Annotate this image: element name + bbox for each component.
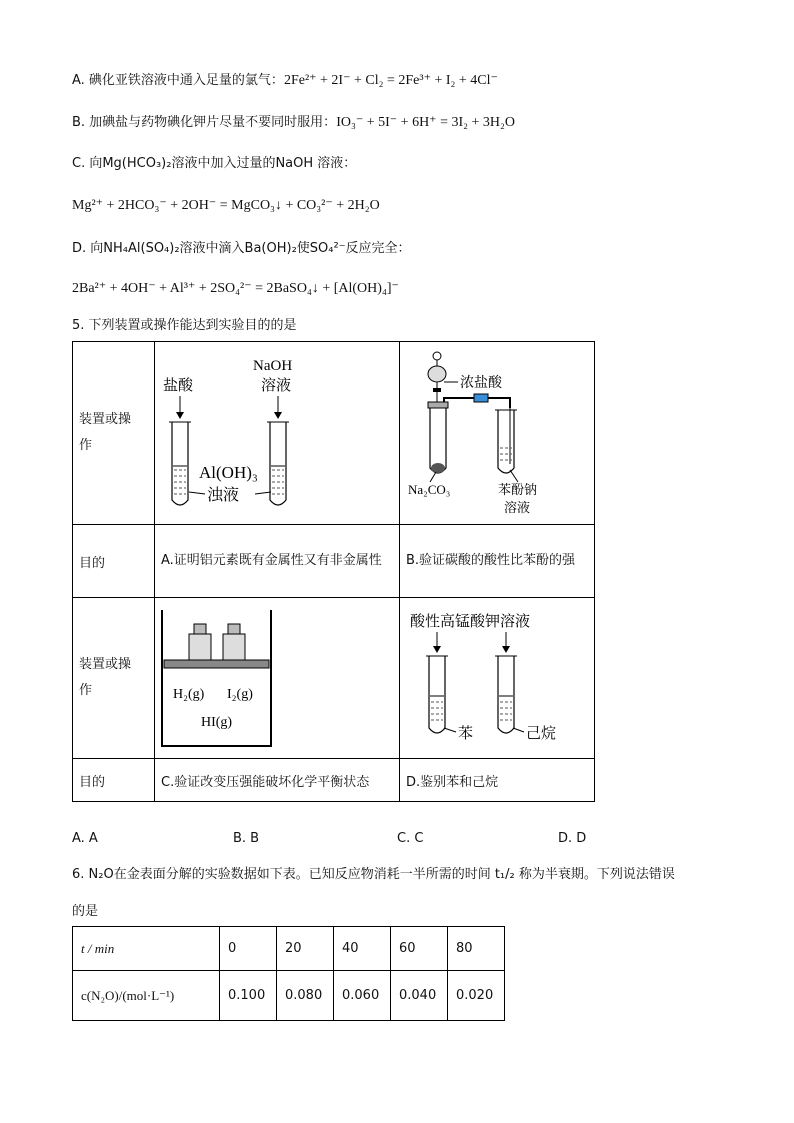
device-label: 装置或操作: [79, 657, 132, 698]
b-purpose-text: B.验证碳酸的酸性比苯酚的强: [406, 553, 576, 568]
q5-fig-a: [155, 342, 400, 525]
q6-table: [72, 926, 505, 1021]
q6-conc-3: 0.040: [391, 971, 448, 1021]
q6-time-2: 40: [334, 927, 391, 971]
q6-time-label: t / min: [73, 927, 220, 971]
funnel-bulb: [428, 366, 446, 382]
q6-time-3: 60: [391, 927, 448, 971]
q6-stem-line-2: 的是: [72, 904, 99, 919]
piston: [164, 660, 269, 668]
hexane-tube: [498, 656, 514, 733]
kmno4-label: 酸性高锰酸钾溶液: [410, 612, 531, 630]
connector: [474, 394, 488, 402]
arrow-icon: [433, 646, 441, 653]
q6-time-4: 80: [448, 927, 505, 971]
benzene-label: 苯: [458, 724, 474, 742]
i2-label: I₂(g): [227, 687, 253, 702]
turbid-label: 浊液: [207, 485, 240, 504]
q6-conc-4: 0.020: [448, 971, 505, 1021]
q5-option-a: A. A: [72, 831, 98, 846]
h2-label: H₂(g): [173, 687, 205, 702]
q5-title: 5. 下列装置或操作能达到实验目的的是: [72, 318, 297, 333]
q4-c-equation: Mg²⁺ + 2HCO₃⁻ + 2OH⁻ = MgCO₃↓ + CO₃²⁻ + 2H₂O: [72, 198, 380, 213]
a-purpose-text: A.证明铝元素既有金属性又有非金属性: [161, 553, 382, 568]
q5-row-label-device-2: [73, 598, 155, 759]
arrow-icon: [274, 412, 282, 419]
device-label: 装置或操作: [79, 412, 132, 453]
q5-b-purpose: [400, 525, 595, 598]
hexane-label: 己烷: [526, 724, 557, 742]
q6-conc-2: 0.060: [334, 971, 391, 1021]
carbonic-acid-apparatus-figure: [400, 342, 594, 520]
kmno4-tubes-figure: [400, 598, 594, 754]
test-tube-2: [270, 422, 286, 505]
weight-2: [223, 634, 245, 660]
q5-row-label-purpose-2: 目的: [73, 759, 155, 802]
naoh-label: NaOH: [253, 358, 293, 374]
q5-row-label-device-1: [73, 342, 155, 525]
q4-c-text: C. 向Mg(HCO₃)₂溶液中加入过量的NaOH 溶液：: [72, 156, 357, 171]
hi-label: HI(g): [201, 715, 233, 730]
phenolate-tube: [498, 410, 514, 473]
q5-fig-d: [400, 598, 595, 759]
q4-option-a: [72, 72, 498, 90]
q4-option-b: [72, 114, 515, 132]
q6-conc-0: 0.100: [220, 971, 277, 1021]
phenolate-label: 苯酚钠: [498, 483, 538, 498]
q5-fig-b: [400, 342, 595, 525]
na2co3-label: Na₂CO₃: [408, 482, 451, 497]
q5-row-label-purpose-1: 目的: [73, 525, 155, 598]
q4-b-equation: IO₃⁻ + 5I⁻ + 6H⁺ = 3I₂ + 3H₂O: [336, 115, 516, 130]
q5-option-b: B. B: [233, 831, 260, 846]
acid-base-tubes-figure: [155, 342, 399, 520]
q4-d-equation: 2Ba²⁺ + 4OH⁻ + Al³⁺ + 2SO₄²⁻ = 2BaSO₄↓ + [Al(OH)₄]⁻: [72, 281, 399, 296]
pressure-cylinder-figure: [155, 598, 399, 754]
arrow-icon: [502, 646, 510, 653]
q5-a-purpose: [155, 525, 400, 598]
q5-table: [72, 341, 595, 802]
q5-option-c: C. C: [397, 831, 424, 846]
q5-d-purpose: D.鉴别苯和己烷: [400, 759, 595, 802]
arrow-icon: [176, 412, 184, 419]
q6-time-1: 20: [277, 927, 334, 971]
aloh3-label: Al(OH)₃: [199, 463, 258, 482]
q5-c-purpose: C.验证改变压强能破坏化学平衡状态: [155, 759, 400, 802]
q6-time-0: 0: [220, 927, 277, 971]
q6-conc-label: c(N₂O)/(mol·L⁻¹): [73, 971, 220, 1021]
test-tube-1: [172, 422, 188, 505]
phenolate-solution-label: 溶液: [504, 501, 531, 516]
hcl-label: 盐酸: [163, 376, 194, 394]
q4-d-text: D. 向NH₄Al(SO₄)₂溶液中滴入Ba(OH)₂使SO₄²⁻反应完全：: [72, 241, 411, 256]
q6-conc-1: 0.080: [277, 971, 334, 1021]
q4-a-text: A. 碘化亚铁溶液中通入足量的氯气：: [72, 73, 284, 88]
weight-1: [189, 634, 211, 660]
q4-b-text: B. 加碘盐与药物碘化钾片尽量不要同时服用：: [72, 115, 337, 130]
q4-a-equation: 2Fe²⁺ + 2I⁻ + Cl₂ = 2Fe³⁺ + I₂ + 4Cl⁻: [283, 73, 498, 88]
benzene-tube: [429, 656, 445, 733]
q5-fig-c: [155, 598, 400, 759]
conc-hcl-label: 浓盐酸: [460, 375, 502, 391]
q5-option-d: D. D: [558, 831, 587, 846]
q6-stem-line-1: 6. N₂O在金表面分解的实验数据如下表。已知反应物消耗一半所需的时间 t₁/₂ 称为半衰期。下列说法错误: [72, 867, 675, 882]
naoh-solution-label: 溶液: [261, 376, 292, 394]
